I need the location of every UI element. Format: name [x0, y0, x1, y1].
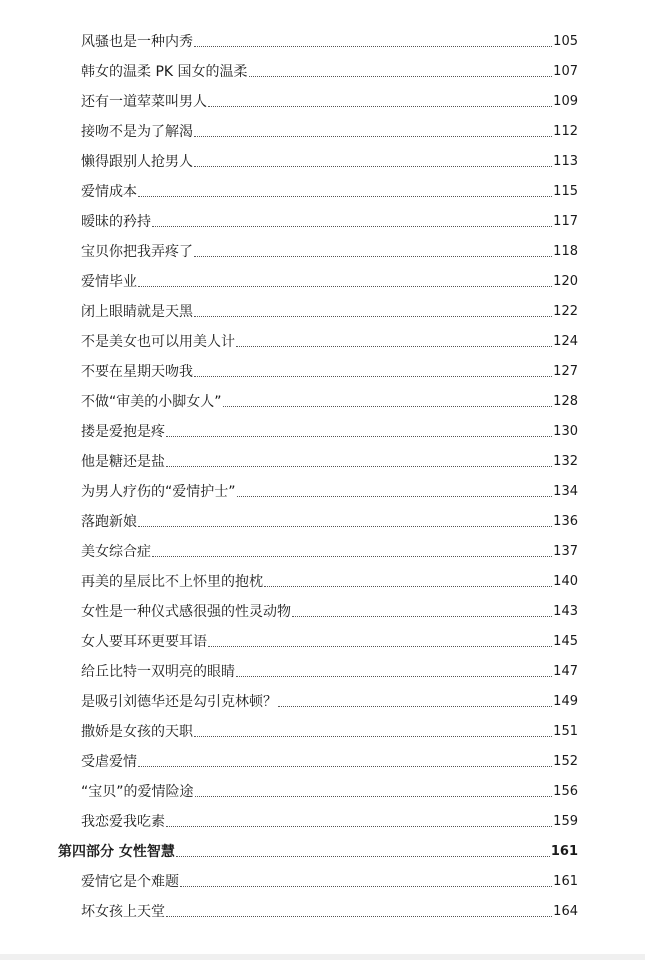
dot-leader [236, 675, 552, 677]
toc-entry-title: 风骚也是一种内秀 [81, 34, 193, 50]
toc-entry-title: 落跑新娘 [81, 514, 137, 530]
toc-entry[interactable] [81, 20, 578, 50]
dot-leader [194, 255, 552, 257]
dot-leader [236, 345, 552, 347]
dot-leader [138, 195, 552, 197]
dot-leader [223, 405, 553, 407]
toc-entry[interactable] [81, 470, 578, 500]
dot-leader [208, 105, 552, 107]
toc-entry[interactable] [81, 500, 578, 530]
toc-entry-title: 是吸引刘德华还是勾引克林顿？ [81, 694, 277, 710]
toc-entry[interactable] [81, 350, 578, 380]
dot-leader [208, 645, 552, 647]
toc-entry[interactable] [81, 530, 578, 560]
toc-entry-title: 爱情毕业 [81, 274, 137, 290]
toc-entry-title: 再美的星辰比不上怀里的抱枕 [81, 574, 263, 590]
toc-entry-page: 137 [553, 544, 578, 559]
dot-leader [166, 825, 552, 827]
toc-entry-title: 美女综合症 [81, 544, 151, 560]
toc-entry[interactable] [81, 890, 578, 920]
toc-entry-page: 112 [553, 124, 578, 139]
toc-entry[interactable] [81, 560, 578, 590]
toc-entry-page: 132 [553, 454, 578, 469]
toc-entry-page: 156 [553, 784, 578, 799]
toc-entry[interactable] [81, 620, 578, 650]
toc-entry-title: 暧昧的矜持 [81, 214, 151, 230]
toc-entry[interactable] [81, 770, 578, 800]
dot-leader [180, 885, 552, 887]
toc-entry[interactable] [81, 410, 578, 440]
toc-entry-title: 不是美女也可以用美人计 [81, 334, 235, 350]
toc-entry[interactable] [81, 800, 578, 830]
toc-entry[interactable] [81, 650, 578, 680]
toc-entry-page: 147 [553, 664, 578, 679]
dot-leader [194, 135, 552, 137]
toc-entry[interactable] [81, 380, 578, 410]
toc-entry-title: 给丘比特一双明亮的眼睛 [81, 664, 235, 680]
toc-entry-page: 105 [553, 34, 578, 49]
toc-entry-page: 164 [553, 904, 578, 919]
toc-entry-title: 宝贝你把我弄疼了 [81, 244, 193, 260]
toc-entry[interactable] [81, 80, 578, 110]
toc-entry-title: 还有一道荤菜叫男人 [81, 94, 207, 110]
toc-entry-page: 120 [553, 274, 578, 289]
toc-part-page: 161 [550, 844, 578, 859]
toc-entry-title: 爱情成本 [81, 184, 137, 200]
dot-leader [138, 525, 552, 527]
dot-leader [194, 165, 552, 167]
dot-leader [292, 615, 552, 617]
toc-entry-title: 闭上眼睛就是天黑 [81, 304, 193, 320]
toc-entry[interactable] [81, 110, 578, 140]
toc-entry-title: 搂是爱抱是疼 [81, 424, 165, 440]
toc-entry[interactable] [81, 590, 578, 620]
toc-entry-page: 122 [553, 304, 578, 319]
toc-entry-page: 145 [553, 634, 578, 649]
dot-leader [194, 315, 552, 317]
toc-entry-page: 118 [553, 244, 578, 259]
dot-leader [166, 465, 552, 467]
toc-entry[interactable] [81, 440, 578, 470]
toc-entry[interactable] [81, 260, 578, 290]
toc-entry-title: 韩女的温柔 PK 国女的温柔 [81, 64, 248, 80]
toc-entry-title: 爱情它是个难题 [81, 874, 179, 890]
dot-leader [166, 435, 552, 437]
toc-entry[interactable] [81, 50, 578, 80]
toc-entry-title: 坏女孩上天堂 [81, 904, 165, 920]
dot-leader [138, 285, 552, 287]
dot-leader [194, 375, 552, 377]
dot-leader [195, 795, 553, 797]
toc-entry-page: 117 [553, 214, 578, 229]
toc-entry-title: 他是糖还是盐 [81, 454, 165, 470]
toc-entry-title: “宝贝”的爱情险途 [81, 784, 194, 800]
page-bottom-edge [0, 954, 645, 960]
toc-part-heading[interactable] [58, 830, 578, 860]
dot-leader [194, 45, 552, 47]
toc-entry-title: 不要在星期天吻我 [81, 364, 193, 380]
toc-entry-page: 109 [553, 94, 578, 109]
toc-entry[interactable] [81, 740, 578, 770]
toc-entry[interactable] [81, 710, 578, 740]
toc-entry-page: 107 [553, 64, 578, 79]
toc-part-title: 第四部分 女性智慧 [58, 844, 175, 860]
toc-entry-title: 懒得跟别人抢男人 [81, 154, 193, 170]
dot-leader [249, 75, 553, 77]
toc-entry-page: 128 [553, 394, 578, 409]
toc-entry-page: 143 [553, 604, 578, 619]
toc-entry-title: 女人要耳环更要耳语 [81, 634, 207, 650]
toc-entry-page: 140 [553, 574, 578, 589]
toc-entry-title: 撒娇是女孩的天职 [81, 724, 193, 740]
toc-entry[interactable] [81, 680, 578, 710]
toc-entry-page: 127 [553, 364, 578, 379]
toc-entry-page: 149 [553, 694, 578, 709]
toc-entry-page: 161 [553, 874, 578, 889]
dot-leader [152, 225, 552, 227]
toc-entry-title: 女性是一种仪式感很强的性灵动物 [81, 604, 291, 620]
toc-entry-page: 113 [553, 154, 578, 169]
toc-entry[interactable] [81, 170, 578, 200]
dot-leader [176, 855, 550, 857]
toc-entry-page: 136 [553, 514, 578, 529]
dot-leader [194, 735, 552, 737]
dot-leader [138, 765, 552, 767]
toc-entry-page: 159 [553, 814, 578, 829]
toc-entry-page: 134 [553, 484, 578, 499]
toc-entry-page: 152 [553, 754, 578, 769]
dot-leader [152, 555, 552, 557]
toc-entry-page: 124 [553, 334, 578, 349]
toc-entry-title: 不做“审美的小脚女人” [81, 394, 222, 410]
toc-entry[interactable] [81, 140, 578, 170]
toc-entry-title: 为男人疗伤的“爱情护士” [81, 484, 236, 500]
table-of-contents [0, 20, 645, 920]
toc-entry[interactable] [81, 860, 578, 890]
toc-entry-title: 受虐爱情 [81, 754, 137, 770]
toc-entry-page: 130 [553, 424, 578, 439]
toc-entry-page: 115 [553, 184, 578, 199]
toc-entry-page: 151 [553, 724, 578, 739]
toc-entry[interactable] [81, 290, 578, 320]
toc-entry[interactable] [81, 320, 578, 350]
toc-entry[interactable] [81, 200, 578, 230]
toc-entry-title: 我恋爱我吃素 [81, 814, 165, 830]
dot-leader [166, 915, 552, 917]
dot-leader [264, 585, 552, 587]
dot-leader [237, 495, 553, 497]
dot-leader [278, 705, 552, 707]
toc-entry[interactable] [81, 230, 578, 260]
toc-entry-title: 接吻不是为了解渴 [81, 124, 193, 140]
